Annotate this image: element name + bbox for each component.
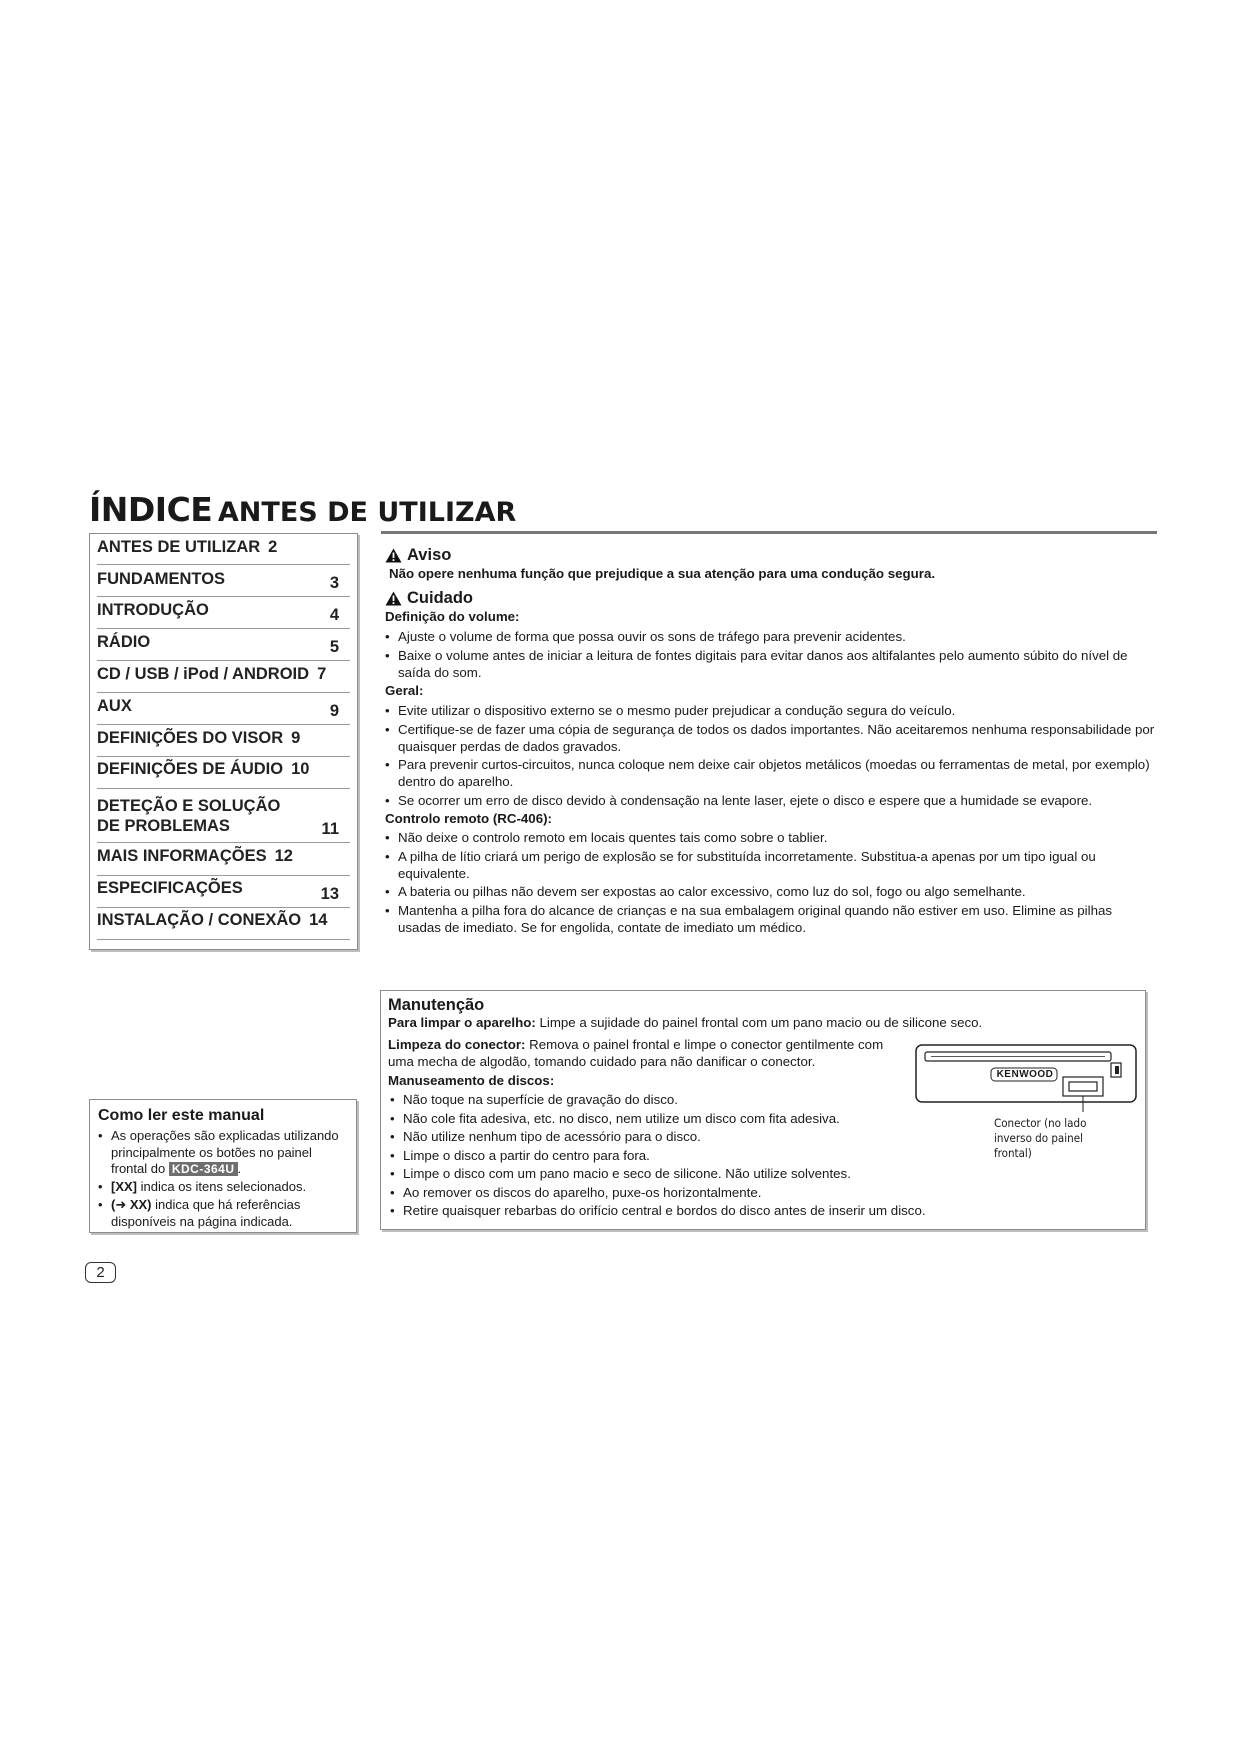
caution-heading: Cuidado (385, 588, 1155, 608)
manual-list (98, 1128, 348, 1230)
discs-heading: Manuseamento de discos: (388, 1073, 555, 1088)
list-item: • Não toque na superfície de gravação do disco. (390, 1091, 1138, 1108)
caution-triangle-icon (385, 591, 402, 606)
list-item: • As operações são explicadas utilizando principalmente os botões no painel frontal do KDC-364U . (98, 1128, 348, 1178)
page-number: 2 (85, 1262, 116, 1283)
brand-logo: KENWOOD (996, 1069, 1054, 1080)
list-item: • [XX] indica os itens selecionados. (98, 1179, 348, 1196)
list-item: • Ao remover os discos do aparelho, puxe-os horizontalmente. (390, 1184, 1138, 1201)
list-item: • Se ocorrer um erro de disco devido à condensação na lente laser, ejete o disco e espere que a humidade se evapore. (385, 792, 1155, 809)
geral-list (385, 702, 1155, 809)
warning-triangle-icon (385, 548, 402, 563)
connector-clean-text: Limpeza do conector: Remova o painel frontal e limpe o conector gentilmente com uma mecha de algodão, tomando cuidado para não danificar o conector. (388, 1037, 884, 1069)
list-item: • Mantenha a pilha fora do alcance de crianças e na sua embalagem original quando não estiver em uso. Elimine as pilhas usadas de imediato. Se for engolida, contate de imediato um médico. (385, 902, 1155, 936)
warning-section (385, 545, 1155, 582)
list-item: • Baixe o volume antes de iniciar a leitura de fontes digitais para evitar danos aos altifalantes pelo aumento súbito do nível de saída do som. (385, 647, 1155, 681)
list-item: • Limpe o disco a partir do centro para fora. (390, 1147, 1138, 1164)
toc-item[interactable]: INSTALAÇÃO / CONEXÃO 14 (97, 911, 350, 940)
warning-heading: Aviso (385, 545, 1155, 565)
clean-device-text: Para limpar o aparelho: Limpe a sujidade do painel frontal com um pano macio ou de silicone seco. (388, 1015, 983, 1030)
title-section: ANTES DE UTILIZAR (217, 497, 517, 528)
model-badge: KDC-364U (169, 1162, 238, 1176)
toc-item[interactable]: DEFINIÇÕES DO VISOR 9 (97, 729, 350, 757)
toc-item[interactable]: AUX 9 (97, 697, 350, 725)
manual-heading: Como ler este manual (98, 1107, 265, 1124)
remote-heading: Controlo remoto (RC-406): (385, 811, 552, 826)
toc-item[interactable]: ANTES DE UTILIZAR 2 (97, 538, 350, 565)
list-item: • Limpe o disco com um pano macio e seco de silicone. Não utilize solventes. (390, 1165, 1138, 1182)
list-item: • A pilha de lítio criará um perigo de explosão se for substituída incorretamente. Substitua-a apenas por um tipo igual ou equivalente. (385, 848, 1155, 882)
caution-section (385, 588, 1155, 937)
title-index: ÍNDICE (89, 490, 213, 529)
toc-item[interactable]: DEFINIÇÕES DE ÁUDIO 10 (97, 760, 350, 789)
volume-list (385, 628, 1155, 681)
toc-item[interactable]: DETEÇÃO E SOLUÇÃO DE PROBLEMAS 11 (97, 793, 350, 843)
list-item: • A bateria ou pilhas não devem ser expostas ao calor excessivo, como luz do sol, fogo ou algo semelhante. (385, 883, 1155, 900)
toc-item[interactable]: CD / USB / iPod / ANDROID 7 (97, 665, 350, 693)
list-item: • (➜ XX) indica que há referências disponíveis na página indicada. (98, 1197, 348, 1230)
toc-item[interactable]: INTRODUÇÃO 4 (97, 601, 350, 629)
toc-item[interactable]: ESPECIFICAÇÕES 13 (97, 879, 350, 908)
list-item: • Não deixe o controlo remoto em locais quentes tais como sobre o tablier. (385, 829, 1155, 846)
list-item: • Para prevenir curtos-circuitos, nunca coloque nem deixe cair objetos metálicos (moedas ou ferramentas de metal, por exemplo) dentro do aparelho. (385, 756, 1155, 790)
title-rule (381, 531, 1157, 534)
list-item: • Ajuste o volume de forma que possa ouvir os sons de tráfego para prevenir acidentes. (385, 628, 1155, 645)
list-item: • Retire quaisquer rebarbas do orifício central e bordos do disco antes de inserir um disco. (390, 1202, 1138, 1219)
geral-heading: Geral: (385, 683, 424, 698)
list-item: • Evite utilizar o dispositivo externo se o mesmo puder prejudicar a condução segura do veículo. (385, 702, 1155, 719)
maintenance-box (380, 990, 1146, 1230)
toc-item[interactable]: MAIS INFORMAÇÕES 12 (97, 847, 350, 876)
warning-text: Não opere nenhuma função que prejudique a sua atenção para uma condução segura. (389, 566, 936, 581)
volume-heading: Definição do volume: (385, 609, 520, 624)
list-item: • Não cole fita adesiva, etc. no disco, nem utilize um disco com fita adesiva. (390, 1110, 1138, 1127)
selected-item-symbol: [XX] (111, 1179, 137, 1194)
remote-list (385, 829, 1155, 936)
connector-caption: Conector (no lado inverso do painel frontal) (994, 1116, 1087, 1160)
toc-item[interactable]: RÁDIO 5 (97, 633, 350, 661)
manual-box (89, 1099, 357, 1233)
table-of-contents (89, 533, 358, 950)
toc-item[interactable]: FUNDAMENTOS 3 (97, 570, 350, 597)
list-item: • Não utilize nenhum tipo de acessório para o disco. (390, 1128, 1138, 1145)
list-item: • Certifique-se de fazer uma cópia de segurança de todos os dados importantes. Não aceitaremos nenhuma responsabilidade por quaisquer perdas de dados gravados. (385, 721, 1155, 755)
reference-symbol: (➜ XX) (111, 1197, 152, 1212)
maintenance-heading: Manutenção (388, 996, 485, 1014)
page-title (89, 490, 516, 529)
